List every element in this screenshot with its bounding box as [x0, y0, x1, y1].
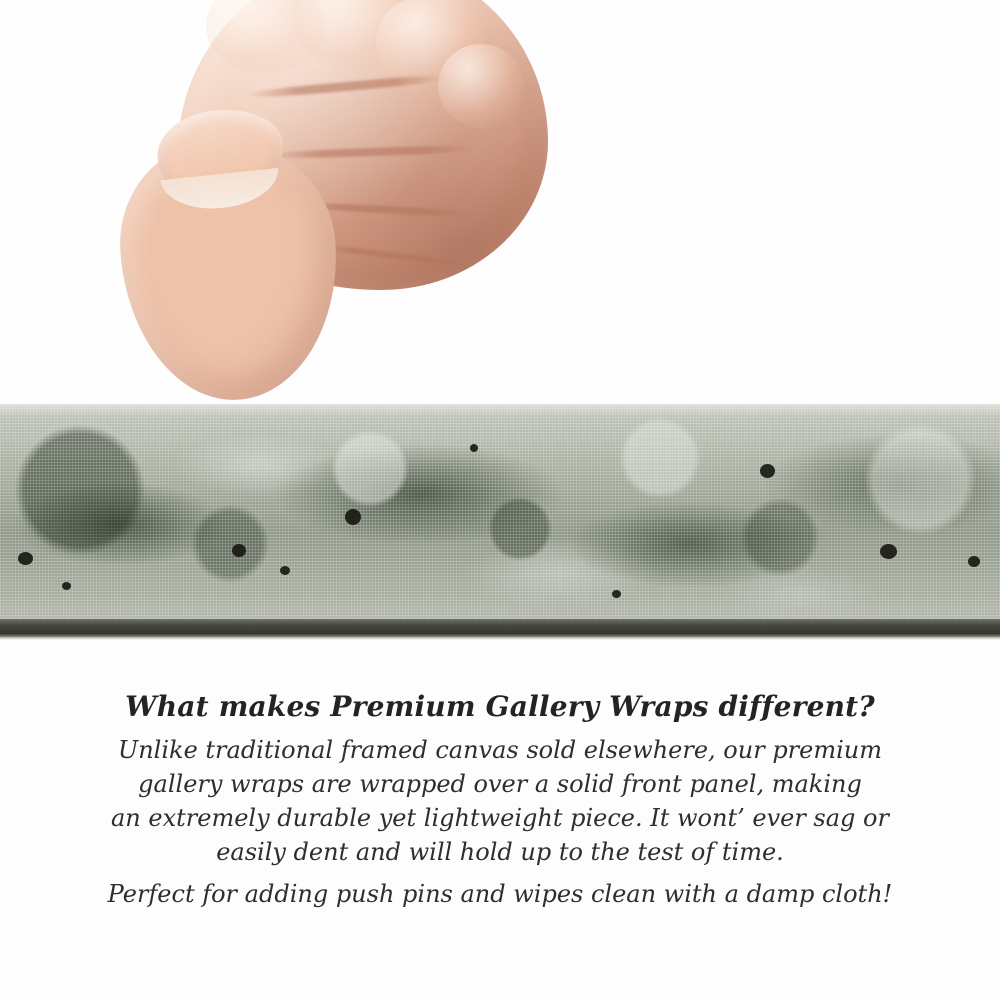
- caption-closing-line: Perfect for adding push pins and wipes clean with a damp cloth!: [107, 880, 893, 909]
- caption-body: [0, 733, 1000, 911]
- caption-body-line: easily dent and will hold up to the test of time.: [216, 838, 784, 867]
- caption-block: [0, 690, 1000, 911]
- print-speck: [18, 552, 33, 565]
- print-speck: [612, 590, 621, 598]
- print-speck: [232, 544, 246, 557]
- caption-heading: What makes Premium Gallery Wraps different?: [125, 690, 875, 723]
- print-speck: [880, 544, 897, 559]
- print-speck: [280, 566, 290, 575]
- hand-graphic: [118, 0, 548, 430]
- canvas-wrap-bottom-edge: [0, 634, 1000, 640]
- caption-body-line: an extremely durable yet lightweight piece. It wont’ ever sag or: [111, 804, 889, 833]
- print-speck: [968, 556, 980, 567]
- print-speck: [760, 464, 775, 478]
- canvas-wrap-edge: [0, 404, 1000, 619]
- canvas-weave-texture: [0, 404, 1000, 619]
- canvas-top-highlight: [0, 404, 1000, 416]
- print-speck: [345, 509, 361, 525]
- knuckle: [438, 44, 524, 128]
- caption-body-line: Unlike traditional framed canvas sold elsewhere, our premium: [117, 736, 882, 764]
- caption-body-line: gallery wraps are wrapped over a solid front panel, making: [138, 770, 862, 799]
- print-speck: [470, 444, 478, 452]
- print-speck: [62, 582, 71, 590]
